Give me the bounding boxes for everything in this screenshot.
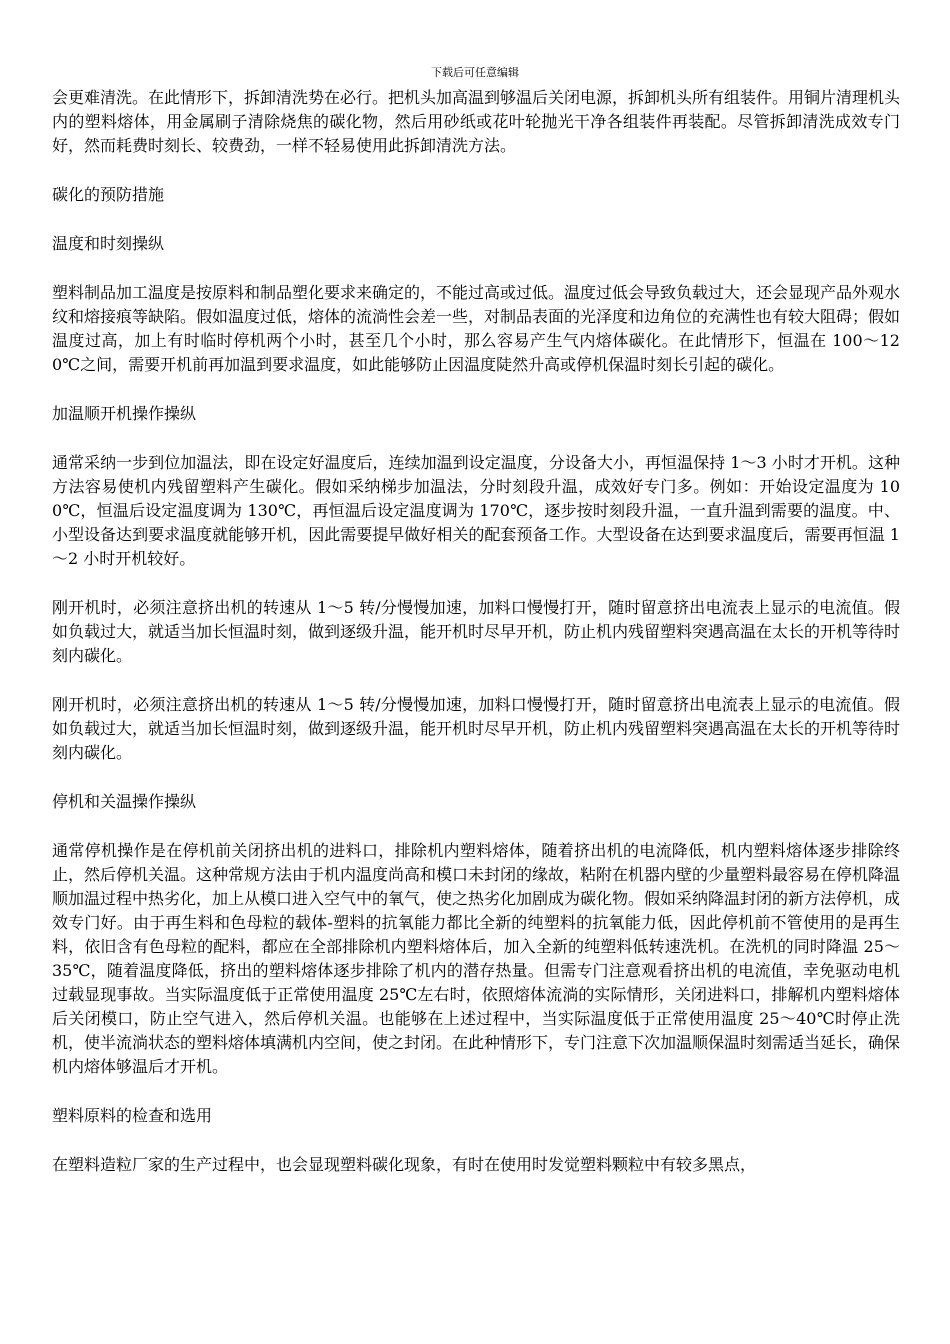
paragraph-cleaning-disassembly: 会更难清洗。在此情形下，拆卸清洗势在必行。把机头加高温到够温后关闭电源，拆卸机头所有组装件。用铜片清理机头内的塑料熔体，用金属刷子清除烧焦的碳化物，然后用砂纸或花叶轮抛光干净各组装件再装配。尽管拆卸清洗成效专门好，然而耗费时刻长、较费劲，一样不轻易使用此拆卸清洗方法。: [52, 88, 901, 155]
paragraph-material-inspection: 在塑料造粒厂家的生产过程中，也会显现塑料碳化现象，有时在使用时发觉塑料颗粒中有较多黑点，: [52, 1155, 757, 1174]
paragraph-startup-speed-repeat: 刚开机时，必须注意挤出机的转速从 1～5 转/分慢慢加速，加料口慢慢打开，随时留意挤出电流表上显示的电流值。假如负载过大，就适当加长恒温时刻，做到逐级升温，能开机时尽早开机，防止机内残留塑料突遇高温在太长的开机等待时刻内碳化。: [52, 695, 901, 762]
paragraph-shutdown-procedure: 通常停机操作是在停机前关闭挤出机的进料口，排除机内塑料熔体，随着挤出机的电流降低，机内塑料熔体逐步排除终止，然后停机关温。这种常规方法由于机内温度尚高和模口未封闭的缘故，粘附在机器内壁的少量塑料最容易在停机降温顺加温过程中热劣化，加上从模口进入空气中的氧气，使之热劣化加剧成为碳化物。假如采纳降温封闭的新方法停机，成效专门好。由于再生料和色母粒的载体-塑料的抗氧能力都比全新的纯塑料的抗氧能力低，因此停机前不管使用的是再生料，依旧含有色母粒的配料，都应在全部排除机内塑料熔体后，加入全新的纯塑料低转速洗机。在洗机的同时降温 25～35℃，随着温度降低，挤出的塑料熔体逐步排除了机内的潜存热量。但需专门注意观看挤出机的电流值，幸免驱动电机过载显现事故。当实际温度低于正常使用温度 25℃左右时，依照熔体流淌的实际情形，关闭进料口，排解机内塑料熔体后关闭模口，防止空气进入，然后停机关温。也能够在上述过程中，当实际温度低于正常使用温度 25～40℃时停止洗机，使半流淌状态的塑料熔体填满机内空间，使之封闭。在此种情形下，专门注意下次加温顺保温时刻需适当延长，确保机内熔体够温后才开机。: [52, 841, 901, 1076]
page-header-note: 下载后可任意编辑: [431, 66, 519, 79]
paragraph-stepwise-heating: 通常采纳一步到位加温法，即在设定好温度后，连续加温到设定温度，分设备大小，再恒温保持 1～3 小时才开机。这种方法容易使机内残留塑料产生碳化。假如采纳梯步加温法，分时刻段升温，成效好专门多。例如：开始设定温度为 100℃，恒温后设定温度调为 130℃，再恒温后设定温度调为 170℃，逐步按时刻段升温，一直升温到需要的温度。中、小型设备达到要求温度就能够开机，因此需要提早做好相关的配套预备工作。大型设备在达到要求温度后，需要再恒温 1～2 小时开机较好。: [52, 453, 900, 568]
document-body: [52, 86, 900, 1202]
heading-carbonization-prevention: 碳化的预防措施: [52, 185, 165, 204]
paragraph-processing-temperature: 塑料制品加工温度是按原料和制品塑化要求来确定的，不能过高或过低。温度过低会导致负载过大，还会显现产品外观水纹和熔接痕等缺陷。假如温度过低，熔体的流淌性会差一些，对制品表面的光泽度和边角位的充满性也有较大阻碍；假如温度过高，加上有时临时停机两个小时，甚至几个小时，那么容易产生气内熔体碳化。在此情形下，恒温在 100～120℃之间，需要开机前再加温到要求温度，如此能够防止因温度陡然升高或停机保温时刻长引起的碳化。: [52, 283, 901, 374]
paragraph-startup-speed: 刚开机时，必须注意挤出机的转速从 1～5 转/分慢慢加速，加料口慢慢打开，随时留意挤出电流表上显示的电流值。假如负载过大，就适当加长恒温时刻，做到逐级升温，能开机时尽早开机，防止机内残留塑料突遇高温在太长的开机等待时刻内碳化。: [52, 598, 901, 665]
heading-heating-startup-control: 加温顺开机操作操纵: [52, 404, 197, 423]
heading-shutdown-control: 停机和关温操作操纵: [52, 792, 197, 811]
heading-material-inspection: 塑料原料的检查和选用: [52, 1106, 213, 1125]
heading-temperature-time-control: 温度和时刻操纵: [52, 234, 165, 253]
